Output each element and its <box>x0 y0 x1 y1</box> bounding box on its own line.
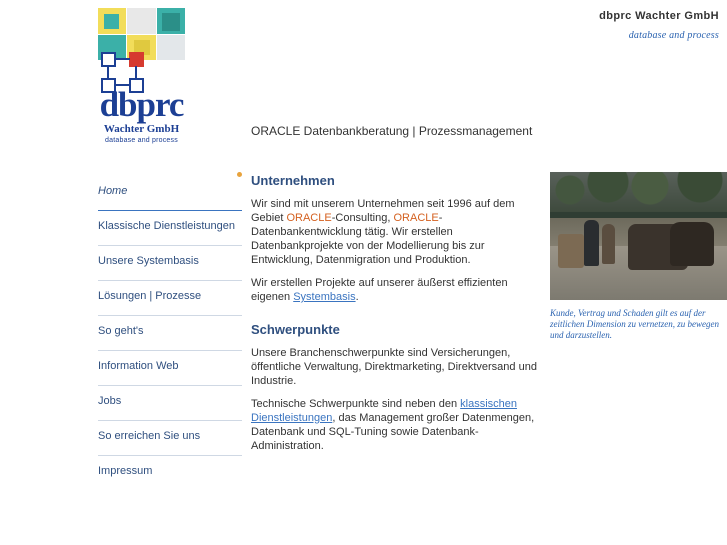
section-heading-unternehmen: Unternehmen <box>251 173 335 188</box>
header-subtitle: database and process <box>628 30 719 41</box>
text-run: . <box>355 291 359 303</box>
oracle-keyword: ORACLE <box>393 212 439 224</box>
section-heading-schwerpunkte: Schwerpunkte <box>251 322 340 337</box>
text-run: Wir sind mit unserem Unternehmen seit 1996 auf dem Gebiet <box>251 198 515 224</box>
nav-item-label: Lösungen | Prozesse <box>98 290 202 302</box>
logo-wordmark: dbprc <box>99 85 184 124</box>
link-klassische-dienstleistungen[interactable]: klassischen Dienstleistungen <box>251 398 517 424</box>
logo-company-line: Wachter GmbH <box>103 123 180 135</box>
page-tagline: ORACLE Datenbankberatung | Prozessmanagement <box>251 124 533 138</box>
nav-item-home[interactable] <box>98 176 242 211</box>
nav-item-label: Impressum <box>98 465 153 477</box>
paragraph-unternehmen <box>251 197 546 267</box>
nav-item-klassische-dienstleistungen[interactable] <box>98 211 242 246</box>
header-brand <box>599 10 719 41</box>
site-logo[interactable] <box>98 8 185 148</box>
paragraph-branchenschwerpunkte: Unsere Branchenschwerpunkte sind Versicherungen, öffentliche Verwaltung, Direktmarketing, Direktversand und Industrie. <box>251 347 537 387</box>
text-run: -Consulting, <box>331 212 394 224</box>
nav-item-so-gehts[interactable] <box>98 316 242 351</box>
oracle-keyword: ORACLE <box>286 212 332 224</box>
paragraph-technische-schwerpunkte <box>251 397 546 453</box>
nav-item-jobs[interactable] <box>98 386 242 421</box>
nav-item-label: Jobs <box>98 395 122 407</box>
nav-item-unsere-systembasis[interactable] <box>98 246 242 281</box>
paragraph-systembasis <box>251 276 546 304</box>
nav-item-label: Home <box>98 185 128 197</box>
nav-item-loesungen-prozesse[interactable] <box>98 281 242 316</box>
photo-image <box>550 172 727 300</box>
link-systembasis[interactable]: Systembasis <box>293 291 356 303</box>
text-run: -Datenbankentwicklung tätig. Wir erstellen Datenbankprojekte von der Modellierung bis zur Entwicklung, Datenmigration und Produktion. <box>251 212 485 266</box>
nav-item-information-web[interactable] <box>98 351 242 386</box>
nav-item-label: So geht's <box>98 325 144 337</box>
nav-item-label: Klassische Dienstleistungen <box>98 220 235 232</box>
text-run: Technische Schwerpunkte sind neben den <box>251 398 461 410</box>
text-run: , das Management großer Datenmengen, Datenbank und SQL-Tuning sowie Datenbank-Administration. <box>251 412 535 452</box>
illustration-photo <box>550 172 727 300</box>
photo-caption: Kunde, Vertrag und Schaden gilt es auf der zeitlichen Dimension zu vernetzen, zu bewegen und darzustellen. <box>550 308 719 340</box>
text-run: Wir erstellen Projekte auf unserer äußerst effizienten eigenen <box>251 277 508 303</box>
main-content <box>251 173 546 462</box>
logo-tagline: database and process <box>105 137 178 144</box>
nav-item-label: Information Web <box>98 360 179 372</box>
nav-item-label: So erreichen Sie uns <box>98 430 201 442</box>
nav-item-label: Unsere Systembasis <box>98 255 199 267</box>
header-company-name: dbprc Wachter GmbH <box>599 10 719 22</box>
nav-item-so-erreichen-sie-uns[interactable] <box>98 421 242 456</box>
main-navigation <box>98 176 242 491</box>
nav-marker-dot <box>237 172 242 177</box>
nav-item-impressum[interactable] <box>98 456 242 491</box>
